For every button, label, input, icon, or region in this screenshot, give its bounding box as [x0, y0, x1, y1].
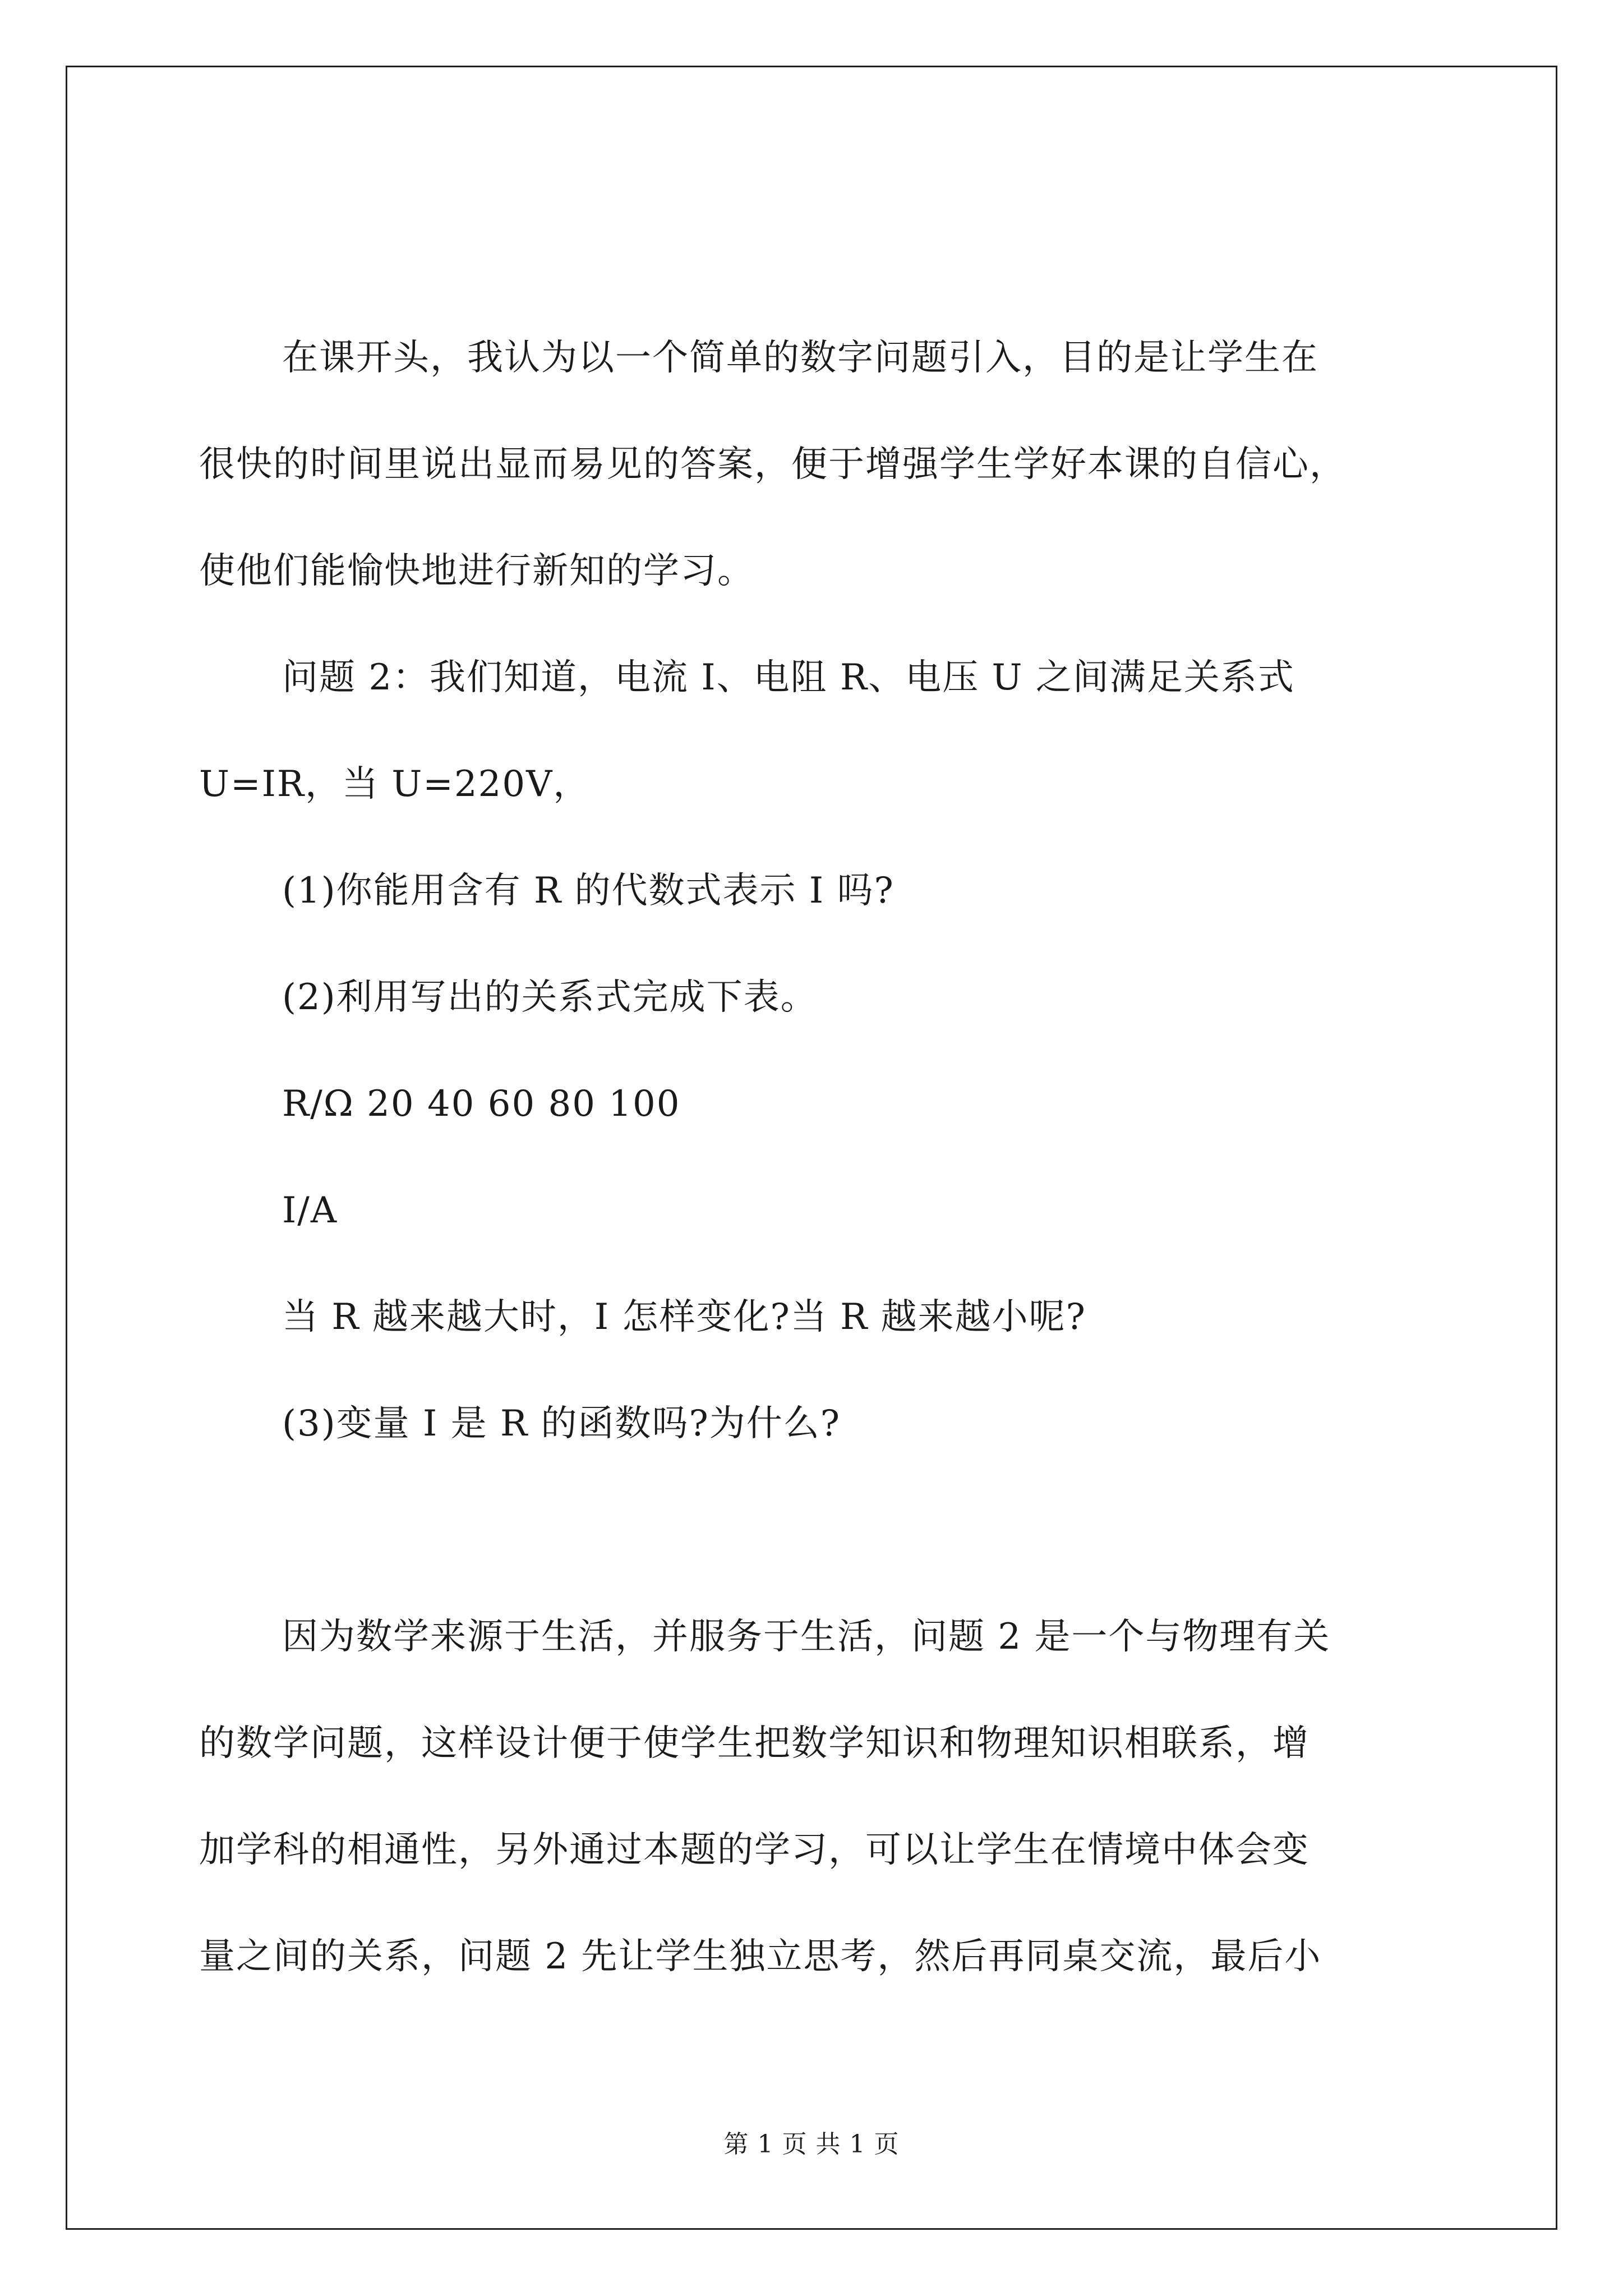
paragraph-explain-line-2: 的数学问题，这样设计便于使学生把数学知识和物理知识相联系，增	[199, 1723, 1310, 1764]
page-border	[66, 66, 1557, 2230]
page-number-footer: 第 1 页 共 1 页	[723, 2130, 900, 2159]
paragraph-explain-line-3: 加学科的相通性，另外通过本题的学习，可以让学生在情境中体会变	[199, 1829, 1310, 1871]
question-2-part-3: (3)变量 I 是 R 的函数吗?为什么?	[282, 1403, 841, 1444]
question-2-part-2: (2)利用写出的关系式完成下表。	[282, 977, 818, 1018]
question-2-line-2: U=IR，当 U=220V，	[199, 763, 591, 805]
question-2-change: 当 R 越来越大时，I 怎样变化?当 R 越来越小呢?	[282, 1296, 1086, 1338]
paragraph-explain-line-4: 量之间的关系，问题 2 先让学生独立思考，然后再同桌交流，最后小	[199, 1936, 1322, 1977]
table-row-current: I/A	[282, 1190, 338, 1231]
paragraph-explain-line-1: 因为数学来源于生活，并服务于生活，问题 2 是一个与物理有关	[282, 1616, 1331, 1658]
question-2-line-1: 问题 2：我们知道，电流 I、电阻 R、电压 U 之间满足关系式	[282, 657, 1295, 698]
paragraph-intro-line-2: 很快的时间里说出显而易见的答案，便于增强学生学好本课的自信心，	[199, 444, 1347, 485]
table-row-resistance: R/Ω 20 40 60 80 100	[282, 1083, 681, 1125]
question-2-part-1: (1)你能用含有 R 的代数式表示 I 吗?	[282, 870, 895, 912]
paragraph-intro-line-1: 在课开头，我认为以一个简单的数字问题引入，目的是让学生在	[282, 337, 1318, 379]
paragraph-intro-line-3: 使他们能愉快地进行新知的学习。	[199, 550, 754, 592]
